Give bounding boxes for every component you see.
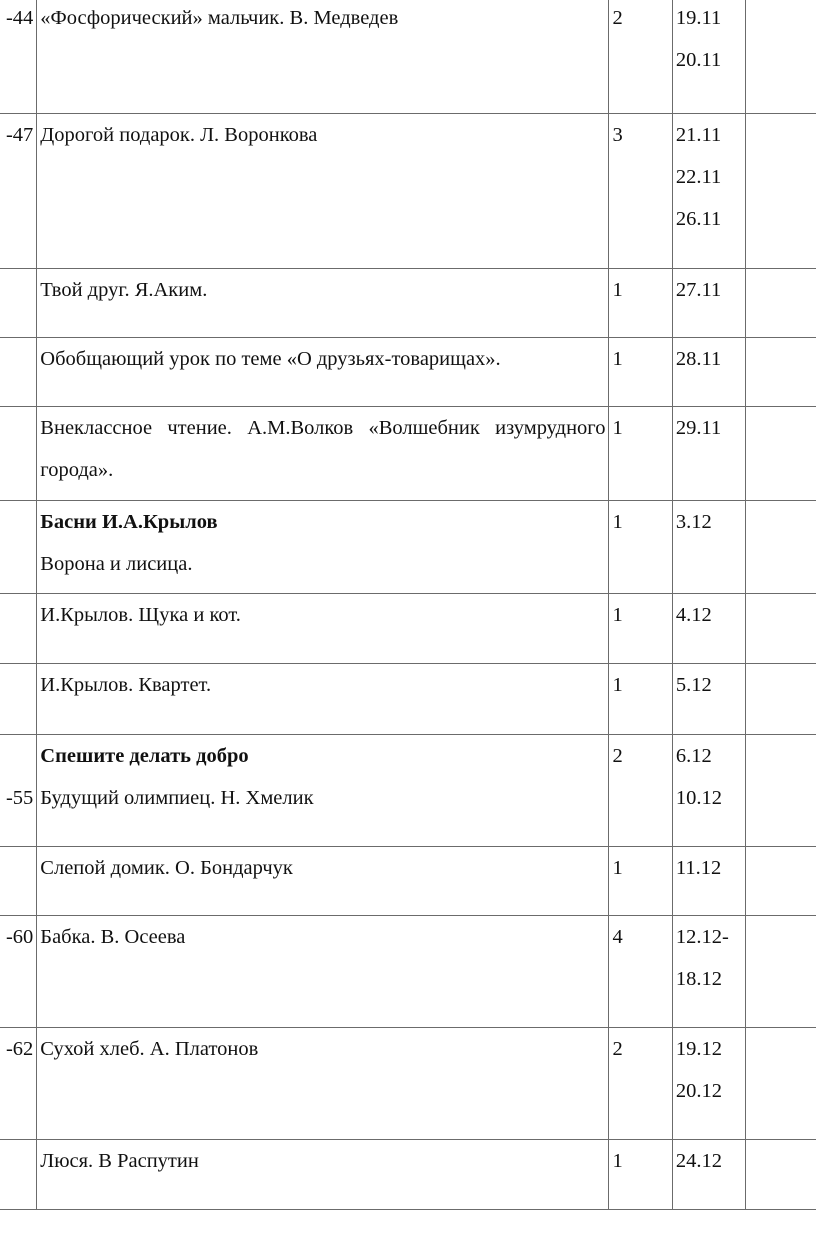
table-row (0, 407, 816, 501)
lesson-hours: 1 (609, 594, 672, 664)
lesson-dates (672, 916, 746, 1028)
lesson-number: -44 (0, 0, 37, 114)
table-row (0, 916, 816, 1028)
lesson-hours: 2 (609, 1028, 672, 1140)
date-line: 4.12 (675, 604, 712, 626)
table-row (0, 664, 816, 735)
lesson-dates (672, 1028, 746, 1140)
lesson-dates (672, 0, 746, 114)
lesson-dates (672, 407, 746, 501)
date-line: 22.11 (675, 166, 722, 188)
section-heading: Спешите делать добро (40, 745, 249, 767)
lesson-hours: 4 (609, 916, 672, 1028)
section-heading: Басни И.А.Крылов (40, 511, 218, 533)
lesson-note (746, 407, 816, 501)
date-line: 19.11 (675, 7, 722, 29)
lesson-number: -55 (0, 735, 37, 847)
lesson-dates (672, 338, 746, 407)
table-row (0, 594, 816, 664)
table-row (0, 114, 816, 269)
lesson-note (746, 0, 816, 114)
date-line: 6.12 (675, 745, 712, 767)
topic-line: И.Крылов. Щука и кот. (40, 604, 241, 626)
date-line: 27.11 (675, 279, 722, 301)
lesson-note (746, 664, 816, 735)
topic-line: Обобщающий урок по теме «О друзьях-товарищах». (40, 348, 501, 370)
lesson-topic (37, 114, 609, 269)
table-row (0, 1028, 816, 1140)
lesson-topic (37, 916, 609, 1028)
lesson-topic (37, 269, 609, 338)
date-line: 18.12 (675, 968, 723, 990)
table-row (0, 501, 816, 594)
lesson-note (746, 269, 816, 338)
date-line: 26.11 (675, 208, 722, 230)
lesson-hours: 1 (609, 407, 672, 501)
lesson-dates (672, 847, 746, 916)
lesson-topic (37, 664, 609, 735)
lesson-number: -62 (0, 1028, 37, 1140)
date-line: 5.12 (675, 674, 712, 696)
date-line: 11.12 (675, 857, 722, 879)
lesson-number (0, 664, 37, 735)
lesson-topic (37, 1140, 609, 1210)
lesson-note (746, 338, 816, 407)
lesson-hours: 2 (609, 0, 672, 114)
date-line: 12.12- (675, 926, 729, 948)
date-line: 28.11 (675, 348, 722, 370)
date-line: 3.12 (675, 511, 712, 533)
topic-line: Бабка. В. Осеева (40, 926, 186, 948)
lesson-hours: 1 (609, 501, 672, 594)
topic-line: Ворона и лисица. (40, 553, 193, 575)
topic-line: Будущий олимпиец. Н. Хмелик (40, 787, 314, 809)
lesson-hours: 3 (609, 114, 672, 269)
lesson-number (0, 594, 37, 664)
lesson-hours: 1 (609, 664, 672, 735)
table-row (0, 269, 816, 338)
lesson-number (0, 269, 37, 338)
lesson-dates (672, 114, 746, 269)
lesson-topic (37, 0, 609, 114)
topic-line: Сухой хлеб. А. Платонов (40, 1038, 259, 1060)
table-row (0, 338, 816, 407)
date-line: 10.12 (675, 787, 723, 809)
lesson-number (0, 847, 37, 916)
lesson-topic (37, 594, 609, 664)
lesson-note (746, 1028, 816, 1140)
table-row (0, 847, 816, 916)
date-line: 20.11 (675, 49, 722, 71)
lesson-topic (37, 735, 609, 847)
lesson-dates (672, 664, 746, 735)
lesson-note (746, 594, 816, 664)
topic-line: И.Крылов. Квартет. (40, 674, 212, 696)
lesson-note (746, 501, 816, 594)
topic-line: «Фосфорический» мальчик. В. Медведев (40, 7, 399, 29)
date-line: 19.12 (675, 1038, 723, 1060)
lesson-number (0, 501, 37, 594)
lesson-hours: 1 (609, 1140, 672, 1210)
lesson-note (746, 735, 816, 847)
lesson-note (746, 1140, 816, 1210)
lesson-number: -47 (0, 114, 37, 269)
lesson-dates (672, 269, 746, 338)
lesson-hours: 2 (609, 735, 672, 847)
table-row (0, 735, 816, 847)
date-line: 20.12 (675, 1080, 723, 1102)
lesson-hours: 1 (609, 338, 672, 407)
lesson-topic (37, 501, 609, 594)
lesson-dates (672, 735, 746, 847)
lesson-topic (37, 847, 609, 916)
lesson-note (746, 847, 816, 916)
lesson-topic (37, 1028, 609, 1140)
lesson-number (0, 407, 37, 501)
date-line: 29.11 (675, 417, 722, 439)
lesson-dates (672, 594, 746, 664)
lesson-note (746, 916, 816, 1028)
lesson-number: -60 (0, 916, 37, 1028)
date-line: 21.11 (675, 124, 722, 146)
lesson-hours: 1 (609, 269, 672, 338)
lesson-hours: 1 (609, 847, 672, 916)
date-line: 24.12 (675, 1150, 723, 1172)
lesson-topic: Внеклассное чтение. А.М.Волков «Волшебник изумрудного города». (37, 407, 609, 501)
topic-line: Твой друг. Я.Аким. (40, 279, 208, 301)
lesson-topic (37, 338, 609, 407)
table-row (0, 0, 816, 114)
lesson-number (0, 1140, 37, 1210)
table-row (0, 1140, 816, 1210)
topic-line: Слепой домик. О. Бондарчук (40, 857, 293, 879)
lesson-dates (672, 1140, 746, 1210)
topic-line: Люся. В Распутин (40, 1150, 199, 1172)
lesson-dates (672, 501, 746, 594)
lesson-note (746, 114, 816, 269)
lesson-number (0, 338, 37, 407)
topic-line: Дорогой подарок. Л. Воронкова (40, 124, 318, 146)
